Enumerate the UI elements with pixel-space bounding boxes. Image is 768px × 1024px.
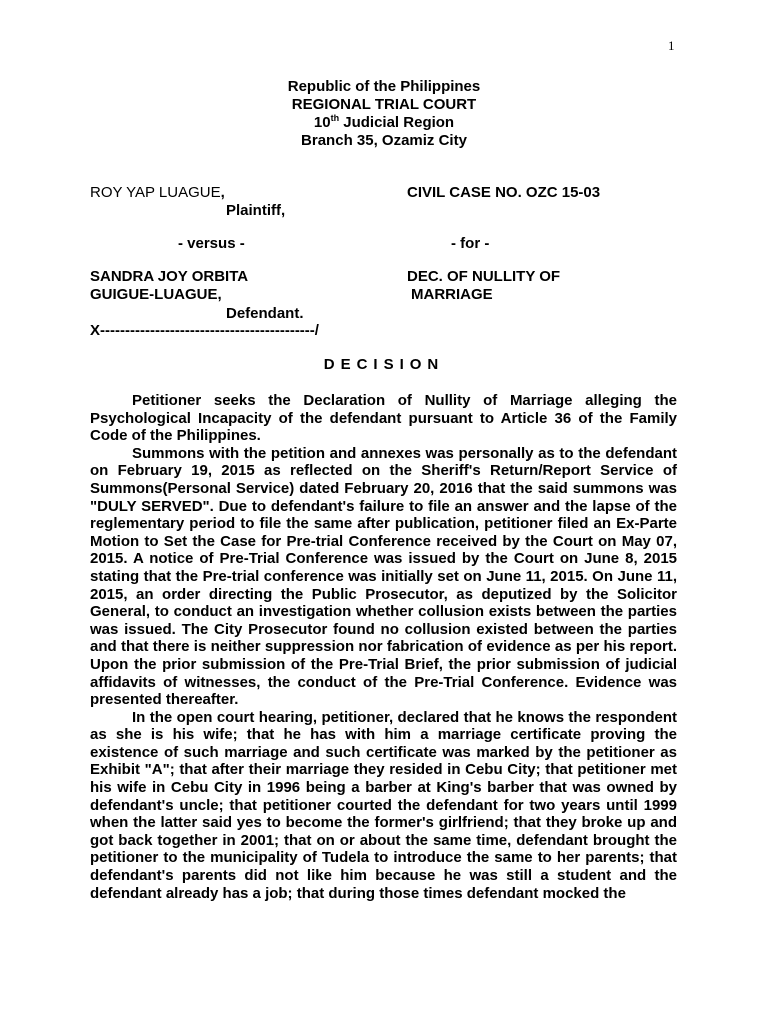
- paragraph-1: Petitioner seeks the Declaration of Nullity of Marriage alleging the Psychological Incapacity of the defendant pursuant to Article 36 of the Family Code of the Philippines.: [90, 392, 677, 445]
- plaintiff-name: ROY YAP LUAGUE: [90, 184, 221, 201]
- case-number: CIVIL CASE NO. OZC 15-03: [407, 184, 601, 201]
- case-nature-line2: MARRIAGE: [411, 286, 493, 303]
- page-number: 1: [668, 38, 675, 53]
- defendant-role: Defendant.: [226, 305, 304, 322]
- court-header: [0, 78, 768, 150]
- court-branch: Branch 35, Ozamiz City: [301, 132, 467, 149]
- court-republic: Republic of the Philippines: [287, 78, 481, 95]
- caption-separator: X-------------------------------------------/: [90, 322, 319, 339]
- decision-title: DECISION: [323, 356, 445, 373]
- plaintiff-comma: ,: [220, 184, 225, 201]
- case-nature-line1: DEC. OF NULLITY OF: [407, 268, 561, 285]
- paragraph-2: Summons with the petition and annexes was personally as to the defendant on February 19, 2015 as reflected on the Sheriff's Return/Report Service of Summons(Personal Service) dated February 20, 2016 that the said summons was "DULY SERVED". Due to defendant's failure to file an answer and the lapse of the reglementary period to file the same after publication, petitioner filed an Ex-Parte Motion to Set the Case for Pre-trial Conference received by the Court on May 07, 2015. A notice of Pre-Trial Conference was issued by the Court on June 8, 2015 stating that the Pre-trial conference was initially set on June 11, 2015. On June 11, 2015, an order directing the Public Prosecutor, as deputized by the Solicitor General, to conduct an investigation whether collusion exists between the parties was issued. The City Prosecutor found no collusion existed between the parties and that there is neither suppression nor fabrication of evidence as per his report. Upon the prior submission of the Pre-Trial Brief, the prior submission of judicial affidavits of witnesses, the conduct of the Pre-Trial Conference. Evidence was presented thereafter.: [90, 444, 677, 709]
- plaintiff-name-line: [90, 184, 225, 202]
- defendant-name-line1: SANDRA JOY ORBITA: [90, 268, 249, 285]
- court-region-suffix: th: [330, 113, 340, 123]
- court-region: [0, 114, 768, 132]
- plaintiff-role: Plaintiff,: [226, 202, 286, 219]
- for-label: - for -: [451, 235, 490, 252]
- court-region-text: Judicial Region: [339, 114, 455, 131]
- court-region-number: 10: [313, 114, 331, 131]
- versus-label: - versus -: [178, 235, 245, 252]
- defendant-name-line2: GUIGUE-LUAGUE,: [90, 286, 222, 303]
- paragraph-3: In the open court hearing, petitioner, declared that he knows the respondent as she is his wife; that he has with him a marriage certificate proving the existence of such marriage and such certificate was marked by the petitioner as Exhibit "A"; that after their marriage they resided in Cebu City; that petitioner met his wife in Cebu City in 1996 being a barber at King's barber that was owned by defendant's uncle; that petitioner courted the defendant for two years until 1999 when the latter said yes to become the former's girlfriend; that they broke up and got back together in 2001; that on or about the same time, defendant brought the petitioner to the municipality of Tudela to introduce the same to her parents; that defendant's parents did not like him because he was still a student and the defendant already has a job; that during those times defendant mocked the: [90, 708, 677, 902]
- decision-body: [90, 392, 677, 902]
- court-name: REGIONAL TRIAL COURT: [291, 96, 477, 113]
